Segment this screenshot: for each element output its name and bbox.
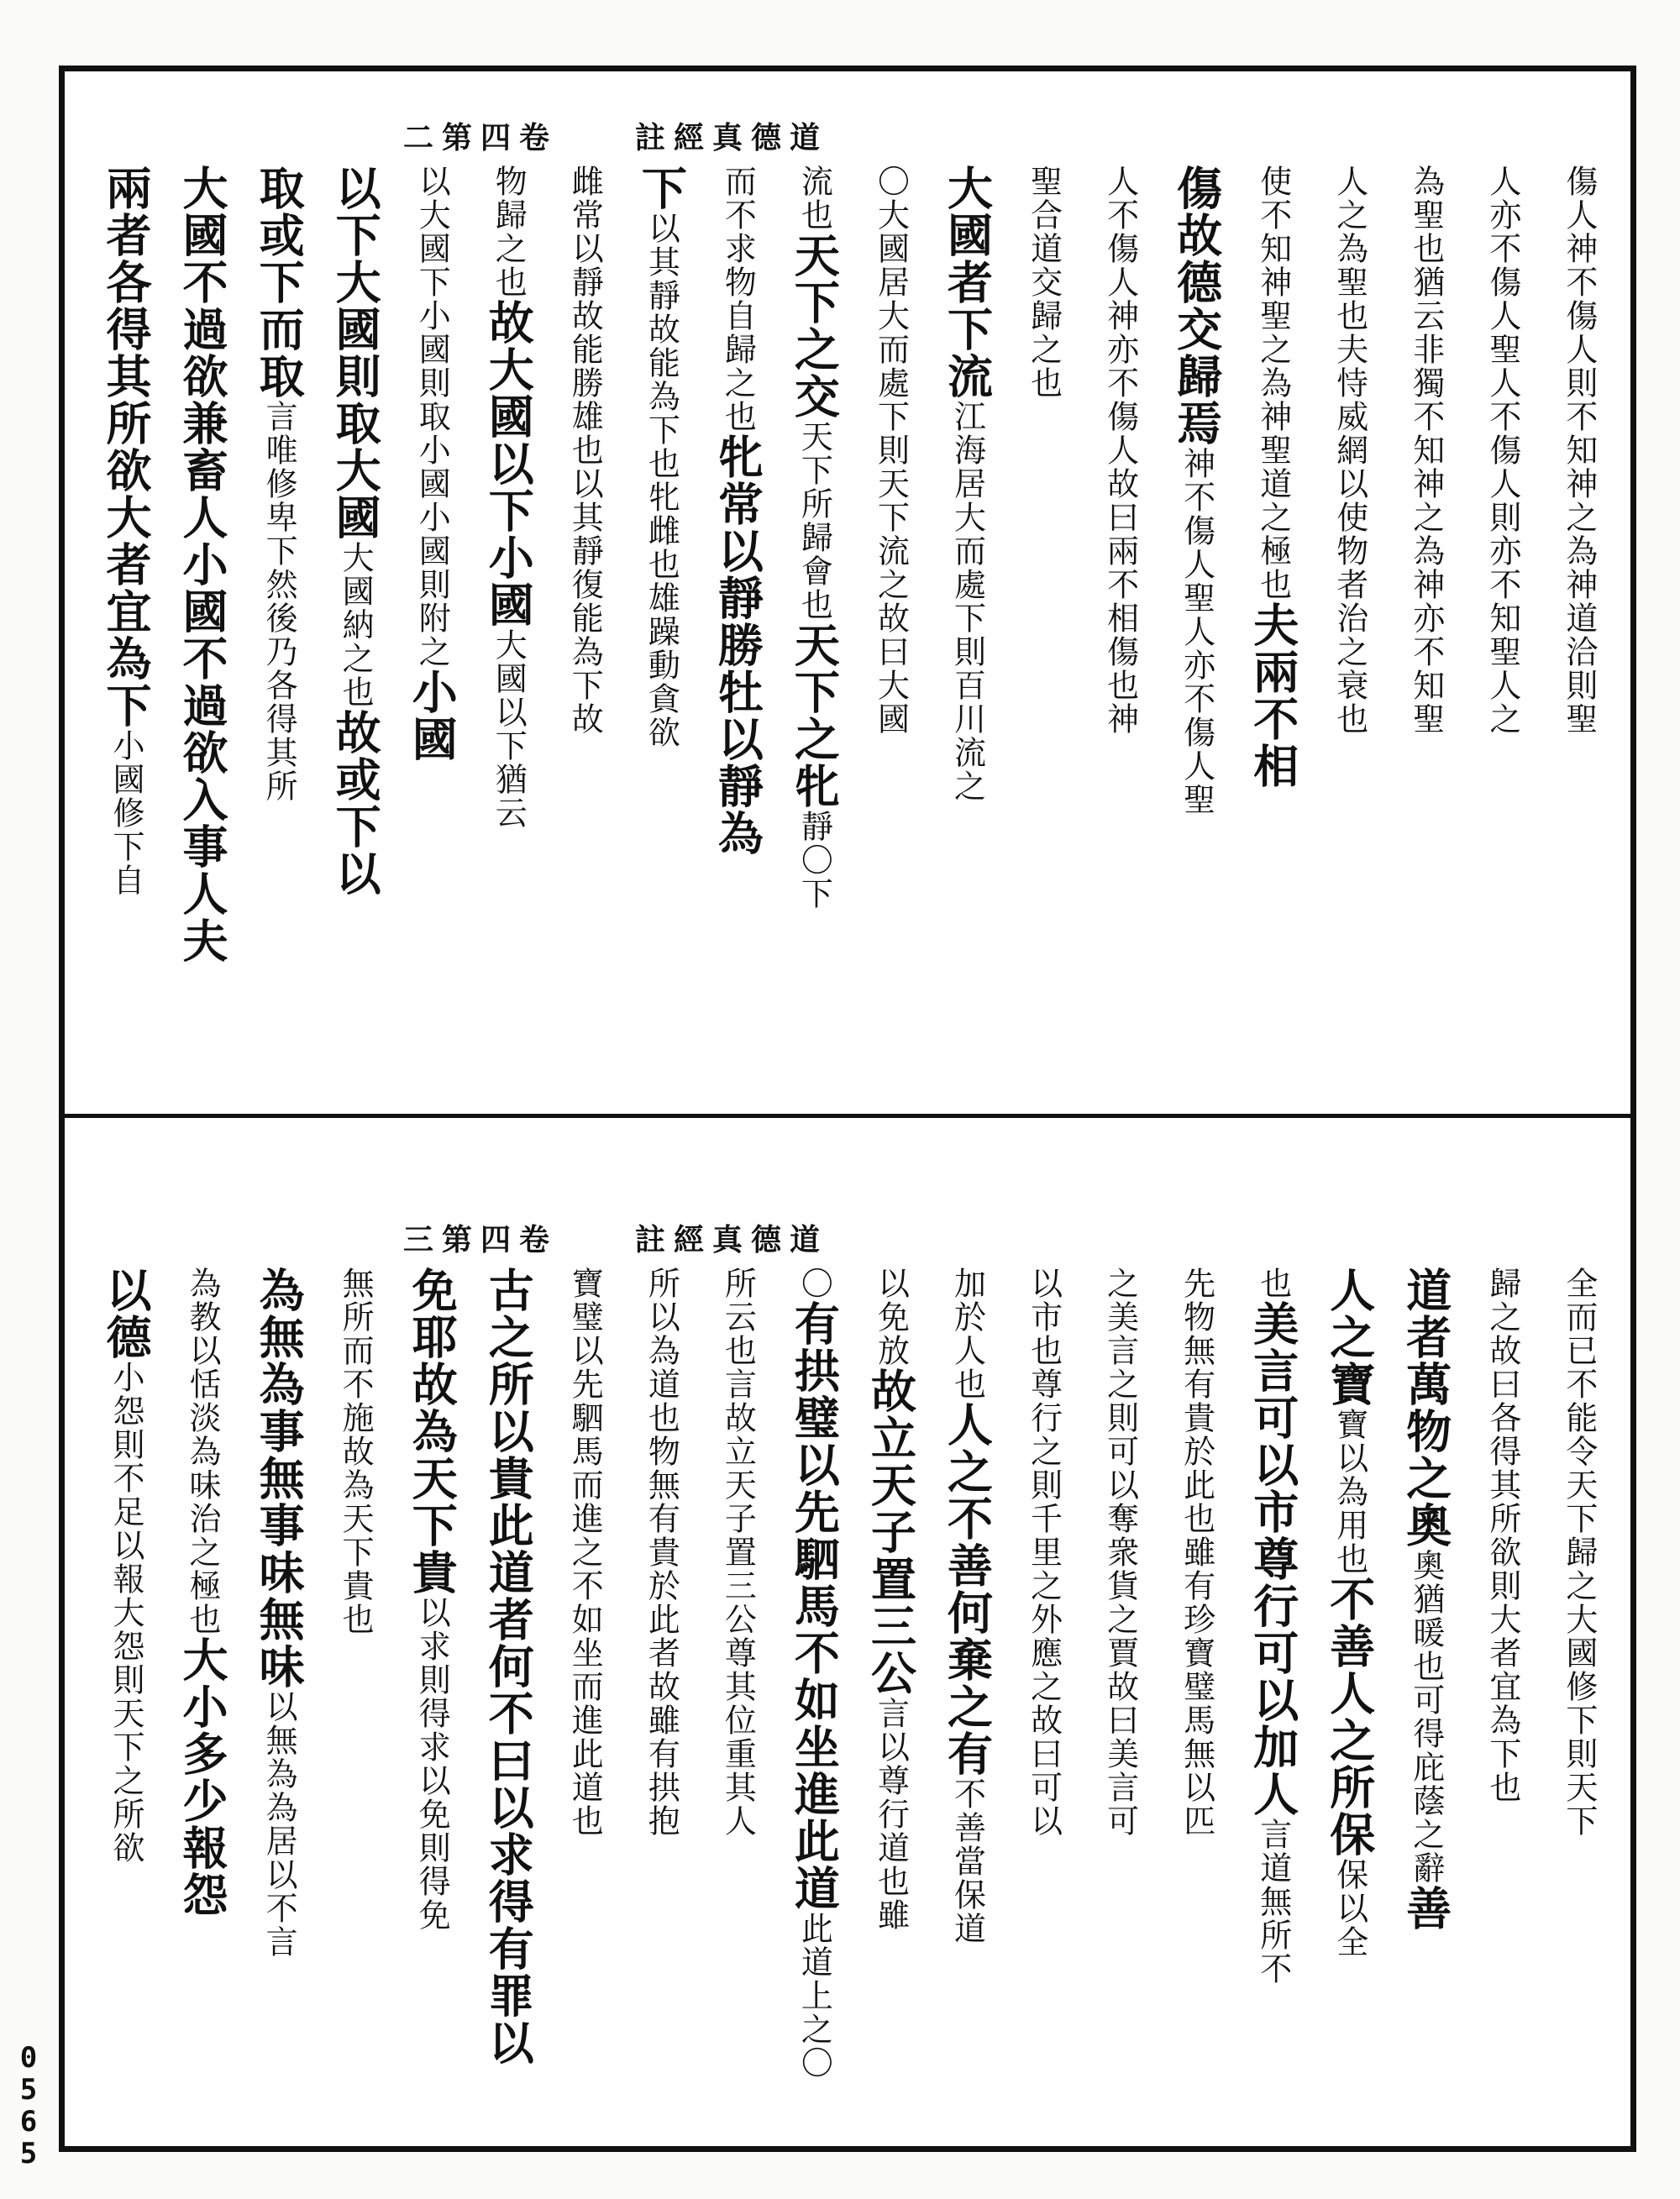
commentary-text: 〇大國居大而處下則天下流之故曰大國: [872, 165, 910, 736]
text-column: [704, 165, 771, 1097]
text-column: [780, 1267, 848, 2132]
text-column: [551, 1267, 618, 2132]
text-column: [169, 1267, 236, 2132]
commentary-text: 言道無所不: [1254, 1818, 1292, 1986]
commentary-text: 言以尊行道也雖: [872, 1697, 910, 1932]
text-column: [322, 1267, 389, 2132]
text-column: [475, 165, 542, 1097]
text-column: [1393, 165, 1460, 1097]
lower-header: 三第四卷 註經真德道: [403, 1222, 829, 1257]
text-column: [475, 1267, 542, 2132]
commentary-text: 人不傷人神亦不傷人故曰兩不相傷也神: [1101, 165, 1139, 736]
commentary-text: 大國以下猶云: [490, 628, 528, 830]
main-text: 以下大國則取大國: [328, 165, 383, 541]
main-text: 小國: [405, 669, 459, 763]
text-column: [398, 1267, 465, 2132]
main-text: 天下之交: [787, 232, 842, 420]
page-number: 0565: [12, 2041, 45, 2169]
commentary-text: 物歸之也: [490, 165, 528, 299]
commentary-text: 以免放: [872, 1267, 910, 1367]
text-column: [780, 165, 848, 1097]
text-column: [627, 1267, 695, 2132]
commentary-text: 小國則附之: [413, 501, 451, 669]
commentary-text: 以無為為居以不言: [260, 1690, 298, 1959]
commentary-text: 天下所歸會也: [795, 420, 833, 622]
main-text: 有拱璧以先駟馬不如坐進此道: [787, 1300, 842, 1912]
text-column: [934, 165, 1001, 1097]
commentary-text: 神不傷人聖人亦不傷人聖: [1178, 447, 1215, 816]
text-column: [857, 165, 924, 1097]
upper-text-panel: [92, 165, 1613, 1097]
commentary-text: 全而已不能令天下歸之大國修下則天下: [1560, 1267, 1598, 1838]
text-column: [92, 1267, 160, 2132]
commentary-text: 聖合道交歸之也: [1025, 165, 1063, 400]
commentary-text: 先物無有貴於此也雖有珍寶璧馬無以匹: [1178, 1267, 1215, 1838]
main-text: 大國者下流: [940, 165, 995, 400]
commentary-text: 江海居大而處下則百川流之: [948, 400, 986, 803]
main-text: 下: [634, 165, 689, 212]
text-column: [1546, 1267, 1613, 2132]
text-column: [92, 165, 160, 1097]
commentary-text: 以求則得求以免則得免: [413, 1596, 451, 1932]
commentary-text: 寶以為用也: [1331, 1408, 1368, 1576]
commentary-text: 歸之故曰各得其所欲則大者宜為下也: [1483, 1267, 1521, 1804]
text-column: [169, 165, 236, 1097]
main-text: 取或下而取: [252, 165, 307, 400]
main-text: 故立天子置三公: [864, 1367, 918, 1697]
main-text: 故或下以: [328, 709, 383, 897]
commentary-text: 靜〇下: [795, 810, 833, 911]
commentary-text: 所云也言故立天子置三公尊其位重其人: [719, 1267, 757, 1838]
main-text: 人之不善何棄之有: [940, 1401, 995, 1777]
main-text: 夫兩不相: [1246, 601, 1300, 790]
commentary-text: 保以全: [1331, 1858, 1368, 1959]
page-divider: [59, 1114, 1636, 1118]
main-text: 以德: [99, 1267, 153, 1361]
text-column: [1469, 165, 1536, 1097]
text-column: [1011, 165, 1078, 1097]
text-column: [1546, 165, 1613, 1097]
main-text: 免耶故為天下貴: [405, 1267, 459, 1596]
text-column: [322, 165, 389, 1097]
commentary-text: 使不知神聖之為神聖道之極也: [1254, 165, 1292, 601]
main-text: 大國不過欲兼畜人小國不過欲入事人夫: [176, 165, 230, 964]
commentary-text: 之美言之則可以奪衆貨之賈故曰美言可: [1101, 1267, 1139, 1838]
commentary-text: 為教以恬淡為味治之極也: [184, 1267, 222, 1636]
text-column: [1393, 1267, 1460, 2132]
lower-text-panel: [92, 1267, 1613, 2132]
text-column: [1316, 1267, 1383, 2132]
text-column: [245, 1267, 312, 2132]
main-text: 道者萬物之奧: [1399, 1267, 1453, 1549]
text-column: [245, 165, 312, 1097]
commentary-text: 寶璧以先駟馬而進之不如坐而進此道也: [566, 1267, 604, 1838]
commentary-text: 人亦不傷人聖人不傷人則亦不知聖人之: [1483, 165, 1521, 736]
text-column: [398, 165, 465, 1097]
main-text: 兩者各得其所欲大者宜為下: [99, 165, 153, 729]
commentary-text: 為聖也猶云非獨不知神之為神亦不知聖: [1407, 165, 1445, 736]
main-text: 天下之牝: [787, 622, 842, 810]
commentary-text: 以其靜故能為下也牝雌也雄躁動貪欲: [643, 212, 680, 749]
main-text: 故大國以下小國: [481, 299, 536, 628]
text-column: [1163, 1267, 1231, 2132]
text-column: [1087, 1267, 1154, 2132]
main-text: 人之寶: [1322, 1267, 1377, 1408]
text-column: [1087, 165, 1154, 1097]
text-column: [1469, 1267, 1536, 2132]
commentary-text: 小國修下自: [108, 729, 144, 897]
text-column: [1240, 1267, 1307, 2132]
main-text: 古之所以貴此道者何不曰以求得有罪以: [481, 1267, 536, 2066]
commentary-text: 小怨則不足以報大怨則天下之所欲: [108, 1361, 144, 1865]
commentary-text: 無所而不施故為天下貴也: [337, 1267, 375, 1636]
commentary-text: 傷人神不傷人則不知神之為神道洽則聖: [1560, 165, 1598, 736]
text-column: [1163, 165, 1231, 1097]
commentary-text: 此道上之〇: [795, 1912, 833, 2080]
main-text: 善: [1399, 1885, 1453, 1932]
commentary-text: 以市也尊行之則千里之外應之故曰可以: [1025, 1267, 1063, 1838]
main-text: 美言可以市尊行可以加人: [1246, 1300, 1300, 1818]
main-text: 不善人之所保: [1322, 1576, 1377, 1858]
text-column: [934, 1267, 1001, 2132]
text-column: [551, 165, 618, 1097]
commentary-text: 加於人也: [948, 1267, 986, 1401]
commentary-text: 而不求物自歸之也: [719, 165, 757, 433]
commentary-text: 人之為聖也夫恃威網以使物者治之衰也: [1331, 165, 1368, 736]
commentary-text: 〇: [795, 1267, 833, 1300]
main-text: 牝常以靜勝牡以靜為: [711, 433, 765, 857]
upper-header: 二第四卷 註經真德道: [403, 120, 829, 155]
text-column: [1240, 165, 1307, 1097]
text-column: [1011, 1267, 1078, 2132]
commentary-text: 奧猶暖也可得庇蔭之辭: [1407, 1549, 1445, 1885]
commentary-text: 言唯修卑下然後乃各得其所: [260, 400, 298, 803]
text-column: [704, 1267, 771, 2132]
text-column: [627, 165, 695, 1097]
commentary-text: 大國納之也: [337, 541, 375, 709]
commentary-text: 雌常以靜故能勝雄也以其靜復能為下故: [566, 165, 604, 736]
commentary-text: 也: [1254, 1267, 1292, 1300]
text-column: [857, 1267, 924, 2132]
text-column: [1316, 165, 1383, 1097]
main-text: 為無為事無事味無味: [252, 1267, 307, 1690]
commentary-text: 流也: [795, 165, 833, 232]
commentary-text: 不善當保道: [948, 1777, 986, 1945]
commentary-text: 所以為道也物無有貴於此者故雖有拱抱: [643, 1267, 680, 1838]
commentary-text: 以大國下小國則取小國: [413, 165, 451, 501]
main-text: 傷故德交歸焉: [1169, 165, 1224, 447]
main-text: 大小多少報怨: [176, 1636, 230, 1918]
